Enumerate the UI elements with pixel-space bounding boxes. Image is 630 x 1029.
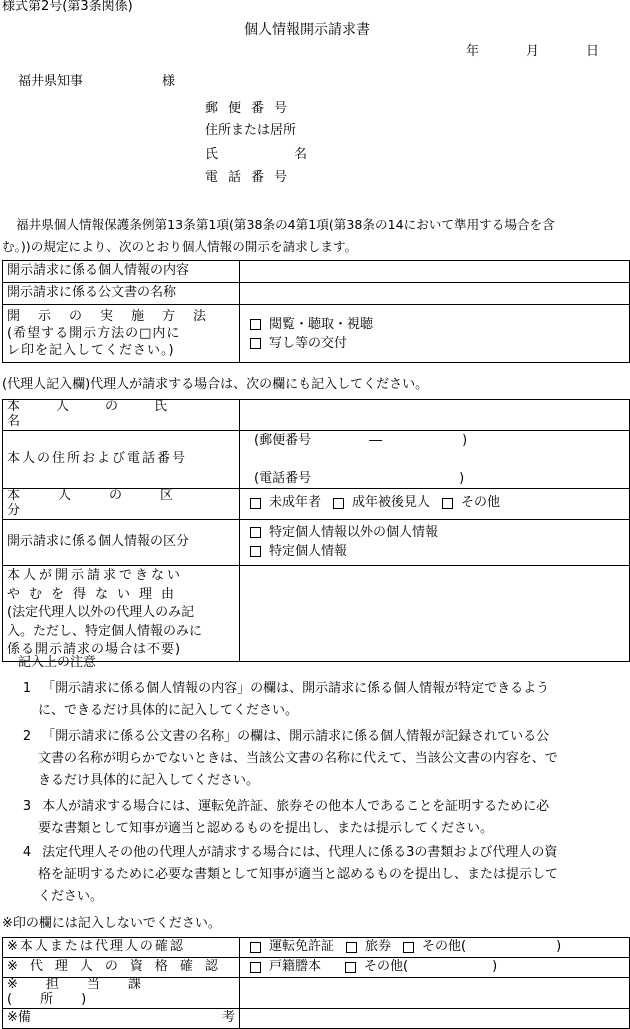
checkbox-icon[interactable] bbox=[346, 942, 357, 953]
remarks-label-b: 考 bbox=[221, 1009, 235, 1025]
phone-label: (電話番号 bbox=[254, 470, 312, 486]
note-1-num: 1 bbox=[22, 681, 32, 696]
addressee-honorific: 様 bbox=[162, 74, 176, 89]
content-label: 開示請求に係る個人情報の内容 bbox=[3, 261, 240, 283]
checkbox-icon[interactable] bbox=[250, 527, 261, 538]
note-4-line1: 法定代理人その他の代理人が請求する場合には、代理人に係る3の書類および代理人の資 bbox=[42, 845, 558, 860]
checkbox-icon[interactable] bbox=[333, 498, 344, 509]
checkbox-icon[interactable] bbox=[250, 319, 261, 330]
phone-close: ) bbox=[459, 470, 465, 486]
check-license-label: 運転免許証 bbox=[269, 939, 335, 955]
proxy-heading: (代理人記入欄)代理人が請求する場合は、次の欄にも記入してください。 bbox=[2, 377, 429, 392]
field-name bbox=[205, 147, 384, 163]
date-month: 月 bbox=[526, 44, 540, 59]
reason-label-c: (法定代理人以外の代理人のみ記 bbox=[7, 605, 195, 620]
info-category-label: 開示請求に係る個人情報の区分 bbox=[3, 519, 240, 565]
note-3-line1: 本人が請求する場合には、運転免許証、旅券その他本人であることを証明するために必 bbox=[42, 799, 550, 814]
check-other-2-label: その他( bbox=[364, 959, 409, 975]
checkbox-icon[interactable] bbox=[250, 498, 261, 509]
info-category-cell bbox=[240, 519, 630, 565]
category-other[interactable] bbox=[442, 496, 500, 511]
note-2-line3: きるだけ具体的に記入してください。 bbox=[38, 773, 260, 788]
note-1-line1: 「開示請求に係る個人情報の内容」の欄は、開示請求に係る個人情報が特定できるよう bbox=[42, 681, 550, 696]
principal-category-label bbox=[3, 488, 240, 519]
postal-dash: ― bbox=[369, 432, 383, 448]
check-other-2-close: ) bbox=[492, 959, 498, 975]
checkbox-icon[interactable] bbox=[250, 942, 261, 953]
proxy-table bbox=[2, 399, 630, 662]
category-minor-label: 未成年者 bbox=[269, 495, 322, 511]
document-name-label: 開示請求に係る公文書の名称 bbox=[3, 283, 240, 305]
page-title: 個人情報開示請求書 bbox=[244, 22, 370, 38]
method-option-1-label: 閲覧・聴取・視聴 bbox=[269, 316, 374, 332]
principal-category-cell bbox=[240, 488, 630, 519]
reason-label-d: 入。ただし、特定個人情報のみに bbox=[7, 623, 203, 639]
reason-label-e: 係る開示請求の場合は不要) bbox=[7, 642, 182, 657]
reason-label-a: 本人が開示請求できない bbox=[7, 568, 184, 583]
method-option-2-label: 写し等の交付 bbox=[269, 335, 348, 351]
note-3 bbox=[16, 796, 628, 840]
check-license[interactable] bbox=[250, 940, 334, 955]
qualification-check-text: ※代理人の資格確認 bbox=[7, 959, 230, 975]
check-passport-label: 旅券 bbox=[365, 939, 392, 955]
department-text: ※担当課(所) bbox=[7, 977, 169, 1007]
check-other[interactable] bbox=[403, 940, 561, 955]
check-other-2[interactable] bbox=[345, 960, 497, 975]
form-number: 様式第2号(第3条関係) bbox=[2, 0, 133, 14]
info-option-1[interactable] bbox=[250, 523, 625, 542]
intro-line-2: む。))の規定により、次のとおり個人情報の開示を請求します。 bbox=[2, 239, 358, 254]
qualification-check-label bbox=[3, 958, 240, 978]
method-label bbox=[3, 305, 240, 363]
note-1-line2: に、できるだけ具体的に記入してください。 bbox=[38, 703, 299, 718]
reason-label bbox=[3, 565, 240, 661]
notes-heading: 記入上の注意 bbox=[18, 655, 97, 670]
identity-check-text: ※本人または代理人の確認 bbox=[7, 939, 185, 955]
checkbox-icon[interactable] bbox=[442, 498, 453, 509]
category-other-label: その他 bbox=[461, 495, 501, 511]
postal-close: ) bbox=[462, 432, 468, 448]
checkbox-icon[interactable] bbox=[250, 338, 261, 349]
note-2-line1: 「開示請求に係る公文書の名称」の欄は、開示請求に係る個人情報が記録されている公 bbox=[42, 729, 550, 744]
field-postal bbox=[205, 102, 307, 117]
remarks-cell[interactable] bbox=[240, 1008, 630, 1028]
category-minor[interactable] bbox=[250, 496, 321, 511]
remarks-label bbox=[3, 1008, 240, 1028]
postal-line bbox=[254, 431, 625, 450]
check-other-label: その他( bbox=[422, 939, 467, 955]
field-name-label: 氏名 bbox=[205, 147, 384, 162]
field-phone-label: 電話番号 bbox=[205, 170, 298, 185]
addressee-name: 福井県知事 bbox=[18, 74, 84, 89]
identity-check-cell bbox=[240, 938, 630, 958]
check-passport[interactable] bbox=[346, 940, 391, 955]
reason-cell[interactable] bbox=[240, 565, 630, 661]
note-4 bbox=[16, 842, 628, 908]
reason-label-b: やむを得ない理由 bbox=[7, 586, 184, 602]
phone-line bbox=[254, 469, 625, 488]
method-option-2[interactable] bbox=[250, 334, 625, 353]
note-2-num: 2 bbox=[22, 729, 32, 744]
method-cell bbox=[240, 305, 630, 363]
date-year: 年 bbox=[466, 44, 480, 59]
checkbox-icon[interactable] bbox=[403, 942, 414, 953]
checkbox-icon[interactable] bbox=[250, 962, 261, 973]
info-option-2[interactable] bbox=[250, 542, 625, 561]
office-heading: ※印の欄には記入しないでください。 bbox=[2, 916, 221, 931]
field-postal-label: 郵便番号 bbox=[205, 101, 298, 116]
method-label-a: 開示の実施方法 bbox=[7, 309, 225, 324]
field-phone bbox=[205, 171, 297, 186]
date-day: 日 bbox=[586, 44, 600, 59]
note-2 bbox=[16, 726, 628, 792]
field-address: 住所または居所 bbox=[205, 123, 297, 138]
note-2-line2: 文書の名称が明らかでないときは、当該公文書の名称に代えて、当該公文書の内容を、で bbox=[38, 751, 558, 766]
principal-category-text: 本人の区分 bbox=[7, 487, 212, 518]
office-table bbox=[2, 937, 630, 1029]
request-table bbox=[2, 260, 630, 363]
content-cell[interactable] bbox=[240, 261, 630, 283]
department-label bbox=[3, 978, 240, 1009]
category-ward-label: 成年被後見人 bbox=[352, 495, 431, 511]
qualification-check-cell bbox=[240, 958, 630, 978]
checkbox-icon[interactable] bbox=[250, 546, 261, 557]
info-option-2-label: 特定個人情報 bbox=[269, 544, 348, 560]
intro-line-1: 福井県個人情報保護条例第13条第1項(第38条の4第1項(第38条の14において準用する場合を含 bbox=[16, 217, 555, 232]
method-option-1[interactable] bbox=[250, 315, 625, 334]
note-4-line2: 格を証明するために必要な書類として知事が適当と認めるものを提出し、または提示して bbox=[38, 867, 559, 882]
category-ward[interactable] bbox=[333, 496, 430, 511]
postal-label: (郵便番号 bbox=[254, 432, 312, 448]
check-family-register[interactable] bbox=[250, 960, 321, 975]
checkbox-icon[interactable] bbox=[345, 962, 356, 973]
document-name-cell[interactable] bbox=[240, 283, 630, 305]
remarks-label-a: ※備 bbox=[7, 1009, 31, 1025]
method-label-b: (希望する開示方法の□内に bbox=[7, 326, 181, 341]
note-3-num: 3 bbox=[22, 799, 32, 814]
check-family-register-label: 戸籍謄本 bbox=[269, 959, 322, 975]
principal-address-text: 本人の住所および電話番号 bbox=[7, 450, 188, 466]
principal-address-label bbox=[3, 430, 240, 488]
identity-check-label bbox=[3, 938, 240, 958]
department-cell[interactable] bbox=[240, 978, 630, 1009]
principal-name-cell[interactable] bbox=[240, 400, 630, 431]
note-3-line2: 要な書類として知事が適当と認めるものを提出し、または提示してください。 bbox=[38, 821, 494, 836]
check-other-close: ) bbox=[556, 939, 562, 955]
note-1 bbox=[16, 678, 628, 722]
principal-name-text: 本人の氏名 bbox=[7, 399, 204, 429]
info-option-1-label: 特定個人情報以外の個人情報 bbox=[269, 525, 439, 541]
method-label-c: レ印を記入してください。) bbox=[7, 343, 175, 358]
principal-address-cell[interactable] bbox=[240, 430, 630, 488]
note-4-line3: ください。 bbox=[38, 889, 104, 904]
principal-name-label bbox=[3, 400, 240, 431]
note-4-num: 4 bbox=[22, 845, 32, 860]
